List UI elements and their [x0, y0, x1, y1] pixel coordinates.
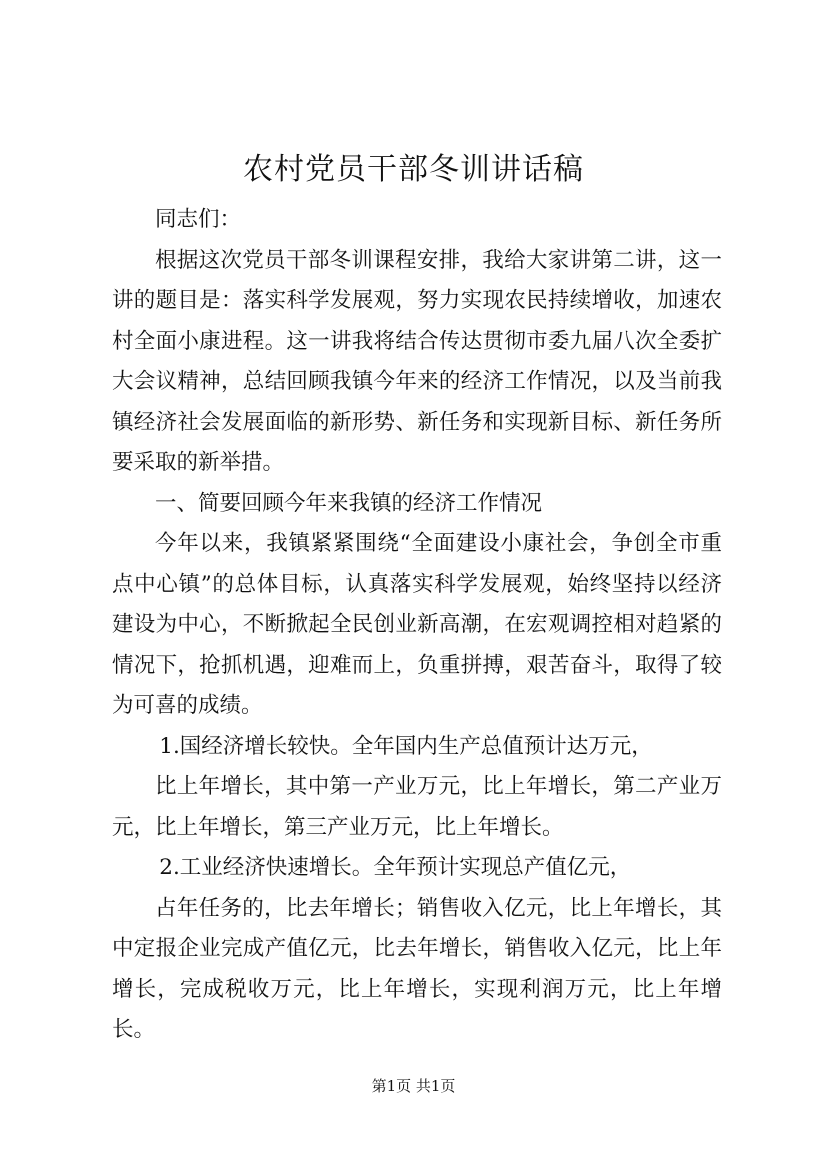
item-2-paragraph: 占年任务的，比去年增长；销售收入亿元，比上年增长，其中定报企业完成产值亿元，比去年增长，销售收入亿元，比上年增长，完成税收万元，比上年增长，实现利润万元，比上年增长。 [112, 895, 722, 1042]
document-title: 农村党员干部冬训讲话稿 [243, 152, 584, 187]
item-1-paragraph: 比上年增长，其中第一产业万元，比上年增长，第二产业万元，比上年增长，第三产业万元，比上年增长。 [112, 774, 722, 840]
document-body [112, 200, 722, 1051]
page-number: 第1页 共1页 [371, 1077, 456, 1095]
intro-paragraph: 根据这次党员干部冬训课程安排，我给大家讲第二讲，这一讲的题目是：落实科学发展观，努力实现农民持续增收，加速农村全面小康进程。这一讲我将结合传达贯彻市委九届八次全委扩大会议精神，总结回顾我镇今年来的经济工作情况，以及当前我镇经济社会发展面临的新形势、新任务和实现新目标、新任务所要采取的新举措。 [112, 247, 722, 475]
summary-paragraph: 今年以来，我镇紧紧围绕“全面建设小康社会，争创全市重点中心镇”的总体目标，认真落实科学发展观，始终坚持以经济建设为中心，不断掀起全民创业新高潮，在宏观调控相对趋紧的情况下，抢抓机遇，迎难而上，负重拼搏，艰苦奋斗，取得了较为可喜的成绩。 [112, 531, 722, 718]
item-1-heading: 1.国经济增长较快。全年国内生产总值预计达万元， [159, 733, 653, 759]
greeting-paragraph: 同志们： [155, 207, 242, 232]
page-footer [0, 1076, 827, 1096]
section-heading: 一、简要回顾今年来我镇的经济工作情况 [155, 490, 543, 516]
item-2-heading: 2.工业经济快速增长。全年预计实现总产值亿元， [159, 855, 632, 880]
